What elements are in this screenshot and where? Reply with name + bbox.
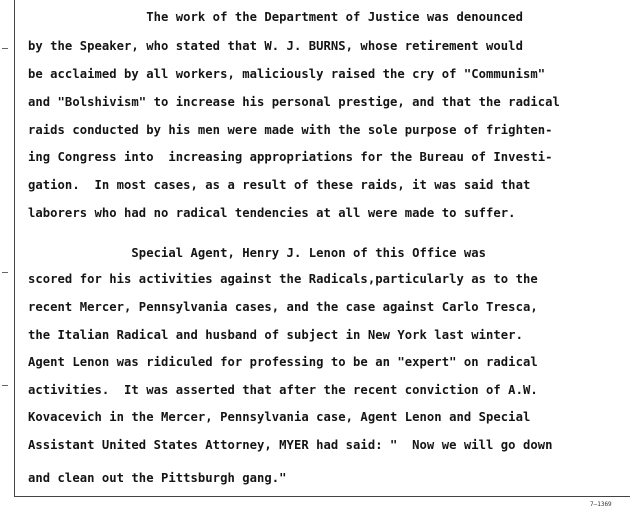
paragraph-1-line: and "Bolshivism" to increase his personal prestige, and that the radical xyxy=(28,95,560,109)
paragraph-2-line: the Italian Radical and husband of subject in New York last winter. xyxy=(28,328,523,342)
paragraph-2-line: activities. It was asserted that after the recent conviction of A.W. xyxy=(28,383,538,397)
margin-tick-mark xyxy=(2,272,8,273)
paragraph-1-line: raids conducted by his men were made with the sole purpose of frighten- xyxy=(28,123,553,137)
bottom-rule xyxy=(14,496,630,497)
paragraph-1-line: be acclaimed by all workers, maliciously raised the cry of "Communism" xyxy=(28,67,546,81)
paragraph-1-line: gation. In most cases, as a result of these raids, it was said that xyxy=(28,178,531,192)
paragraph-1-line: laborers who had no radical tendencies at all were made to suffer. xyxy=(28,206,516,220)
paragraph-1-line: by the Speaker, who stated that W. J. BURNS, whose retirement would xyxy=(28,39,523,53)
paragraph-2-line: scored for his activities against the Radicals,particularly as to the xyxy=(28,272,538,286)
paragraph-2-line: recent Mercer, Pennsylvania cases, and the case against Carlo Tresca, xyxy=(28,300,538,314)
margin-tick-mark xyxy=(2,48,8,49)
paragraph-2-line: Kovacevich in the Mercer, Pennsylvania case, Agent Lenon and Special xyxy=(28,410,531,424)
paragraph-2-line: Special Agent, Henry J. Lenon of this Office was xyxy=(28,246,487,260)
paragraph-2-line: and clean out the Pittsburgh gang." xyxy=(28,471,287,485)
left-margin-rule xyxy=(14,0,15,497)
paragraph-1-line: The work of the Department of Justice was denounced xyxy=(28,10,523,24)
paragraph-2-line: Agent Lenon was ridiculed for professing to be an "expert" on radical xyxy=(28,355,538,369)
margin-tick-mark xyxy=(2,385,8,386)
form-number: 7—1369 xyxy=(590,501,612,508)
paragraph-2-line: Assistant United States Attorney, MYER had said: " Now we will go down xyxy=(28,438,553,452)
paragraph-1-line: ing Congress into increasing appropriations for the Bureau of Investi- xyxy=(28,150,553,164)
